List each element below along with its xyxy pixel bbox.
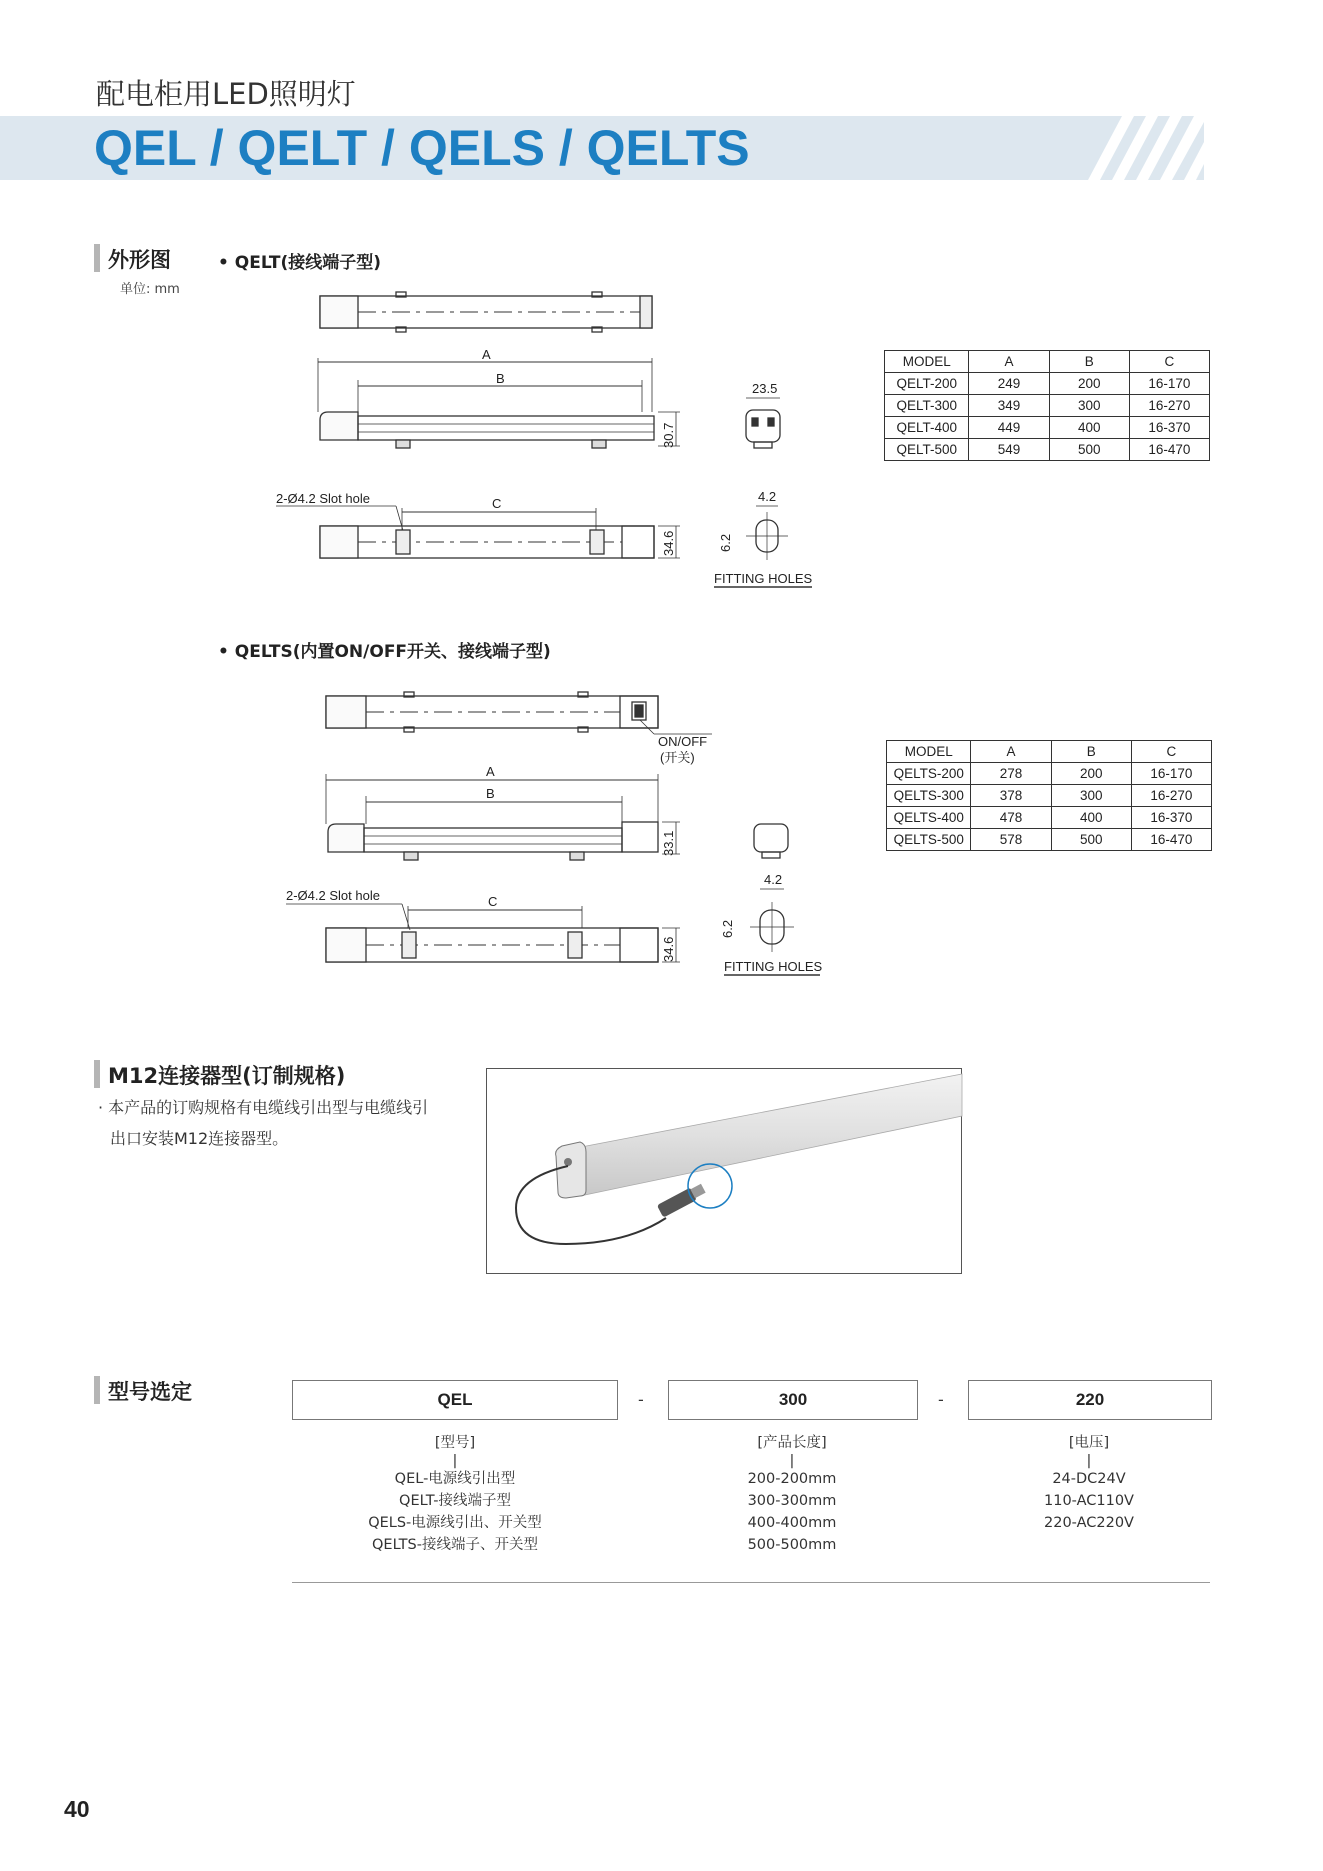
table-cell: 200 <box>1049 373 1129 395</box>
table-cell: QELTS-200 <box>887 763 971 785</box>
table-cell: 500 <box>1051 829 1131 851</box>
section-title-m12: M12连接器型(订制规格) <box>108 1064 346 1088</box>
table-cell: QELT-300 <box>885 395 969 417</box>
qelt-bottom-view <box>276 491 680 558</box>
column-label: [电压] <box>1068 1435 1110 1451</box>
table-cell: 300 <box>1049 395 1129 417</box>
table-cell: 578 <box>971 829 1051 851</box>
table-cell: 16-470 <box>1131 829 1211 851</box>
qelts-fitting-label: FITTING HOLES <box>724 959 823 974</box>
page-title: QEL / QELT / QELS / QELTS <box>94 120 750 176</box>
table-header: MODEL <box>885 351 969 373</box>
section-marker <box>94 1060 100 1088</box>
qelt-end-view <box>746 381 780 448</box>
qelts-slot-label: 2-Ø4.2 Slot hole <box>286 888 380 903</box>
list-item: QELS-电源线引出、开关型 <box>368 1515 542 1531</box>
qelt-fitting-label: FITTING HOLES <box>714 571 813 586</box>
table-cell: 16-270 <box>1129 395 1209 417</box>
qelt-dim-a: A <box>482 347 491 362</box>
qelts-dim-a: A <box>486 764 495 779</box>
qelts-fitting-holes <box>720 872 823 975</box>
qelt-height-side: 30.7 <box>661 422 676 448</box>
table-row <box>887 763 1212 785</box>
table-cell: QELT-400 <box>885 417 969 439</box>
qelt-hole-w: 4.2 <box>758 489 777 504</box>
table-cell: QELTS-400 <box>887 807 971 829</box>
page-number: 40 <box>64 1796 90 1822</box>
table-header: A <box>971 741 1051 763</box>
qelts-height-bottom: 34.6 <box>661 936 676 962</box>
list-item: 24-DC24V <box>1052 1471 1126 1487</box>
list-item: 300-300mm <box>747 1493 837 1509</box>
m12-description-line1: · 本产品的订购规格有电缆线引出型与电缆线引 <box>98 1098 429 1117</box>
table-cell: 349 <box>969 395 1049 417</box>
qelt-slot-label: 2-Ø4.2 Slot hole <box>276 491 370 506</box>
table-cell: 200 <box>1051 763 1131 785</box>
qelts-switch-label: ON/OFF <box>658 734 708 749</box>
unit-label: 单位: mm <box>120 282 180 297</box>
table-cell: 300 <box>1051 785 1131 807</box>
list-item: 220-AC220V <box>1044 1515 1134 1531</box>
table-row <box>885 373 1210 395</box>
table-cell: 378 <box>971 785 1051 807</box>
table-cell: QELT-200 <box>885 373 969 395</box>
selection-box-voltage: 220 <box>968 1380 1212 1420</box>
list-item: QEL-电源线引出型 <box>394 1471 516 1487</box>
separator: - <box>938 1390 944 1409</box>
qelt-heading: • QELT(接线端子型) <box>218 253 382 273</box>
qelts-bottom-view <box>286 888 680 962</box>
table-header: C <box>1131 741 1211 763</box>
qelt-fitting-holes <box>714 489 813 587</box>
list-item: 200-200mm <box>747 1471 837 1487</box>
table-header: MODEL <box>887 741 971 763</box>
table-header: B <box>1051 741 1131 763</box>
end-cap <box>556 1142 586 1198</box>
qelts-hole-h: 6.2 <box>720 919 735 938</box>
qelt-height-bottom: 34.6 <box>661 530 676 556</box>
qelts-height-side: 33.1 <box>661 830 676 856</box>
qelt-dim-c: C <box>492 496 502 511</box>
qelts-drawing <box>286 684 830 984</box>
table-row <box>885 439 1210 461</box>
header-stripes-decoration <box>1078 116 1204 180</box>
table-row <box>887 785 1212 807</box>
qelts-top-view <box>326 692 712 765</box>
table-header-row <box>885 351 1210 373</box>
qelts-side-view <box>326 764 680 860</box>
table-cell: 16-170 <box>1131 763 1211 785</box>
selection-box-length: 300 <box>668 1380 918 1420</box>
table-cell: 16-270 <box>1131 785 1211 807</box>
table-header: C <box>1129 351 1209 373</box>
selection-column-voltage: [电压] | 24-DC24V 110-AC110V 220-AC220V <box>968 1432 1210 1534</box>
list-item: 500-500mm <box>747 1537 837 1553</box>
column-label: [型号] <box>434 1435 476 1451</box>
selection-column-length: [产品长度] | 200-200mm 300-300mm 400-400mm 500-500mm <box>668 1432 916 1556</box>
qelts-spec-table <box>886 740 1212 851</box>
separator: - <box>638 1390 644 1409</box>
table-cell: 500 <box>1049 439 1129 461</box>
qelts-end-view <box>754 824 788 858</box>
m12-product-image <box>486 1068 962 1274</box>
table-cell: 16-370 <box>1131 807 1211 829</box>
page-subtitle: 配电柜用LED照明灯 <box>96 77 356 111</box>
list-item: QELTS-接线端子、开关型 <box>372 1537 538 1553</box>
table-header: B <box>1049 351 1129 373</box>
table-row <box>887 829 1212 851</box>
list-item: 110-AC110V <box>1044 1493 1134 1509</box>
table-cell: 16-370 <box>1129 417 1209 439</box>
table-cell: 16-170 <box>1129 373 1209 395</box>
table-cell: QELTS-300 <box>887 785 971 807</box>
selection-box-model: QEL <box>292 1380 618 1420</box>
table-header-row <box>887 741 1212 763</box>
table-row <box>885 417 1210 439</box>
qelt-drawing <box>276 290 820 590</box>
table-row <box>885 395 1210 417</box>
selection-column-model: [型号] | QEL-电源线引出型 QELT-接线端子型 QELS-电源线引出、开关型 QELTS-接线端子、开关型 <box>292 1432 618 1556</box>
qelts-dim-b: B <box>486 786 495 801</box>
qelt-hole-h: 6.2 <box>718 533 733 552</box>
section-title-outline: 外形图 <box>108 248 171 272</box>
divider <box>292 1582 1210 1583</box>
table-cell: 400 <box>1051 807 1131 829</box>
section-marker <box>94 1376 100 1404</box>
section-title-selection: 型号选定 <box>108 1380 192 1404</box>
table-cell: 400 <box>1049 417 1129 439</box>
qelts-heading: • QELTS(内置ON/OFF开关、接线端子型) <box>218 642 551 662</box>
qelt-end-width: 23.5 <box>752 381 778 396</box>
table-header: A <box>969 351 1049 373</box>
table-cell: QELTS-500 <box>887 829 971 851</box>
m12-description-line2: 出口安装M12连接器型。 <box>110 1129 289 1148</box>
table-row <box>887 807 1212 829</box>
table-cell: QELT-500 <box>885 439 969 461</box>
section-marker <box>94 244 100 272</box>
table-cell: 478 <box>971 807 1051 829</box>
qelt-side-view <box>318 347 680 448</box>
table-cell: 449 <box>969 417 1049 439</box>
table-cell: 16-470 <box>1129 439 1209 461</box>
qelt-dim-b: B <box>496 371 505 386</box>
column-label: [产品长度] <box>757 1435 827 1451</box>
qelts-hole-w: 4.2 <box>764 872 783 887</box>
table-cell: 249 <box>969 373 1049 395</box>
table-cell: 549 <box>969 439 1049 461</box>
table-cell: 278 <box>971 763 1051 785</box>
list-item: QELT-接线端子型 <box>399 1493 511 1509</box>
qelt-top-view <box>320 292 652 332</box>
qelts-dim-c: C <box>488 894 498 909</box>
qelts-switch-sub: (开关) <box>660 750 695 765</box>
qelt-spec-table <box>884 350 1210 461</box>
list-item: 400-400mm <box>747 1515 837 1531</box>
